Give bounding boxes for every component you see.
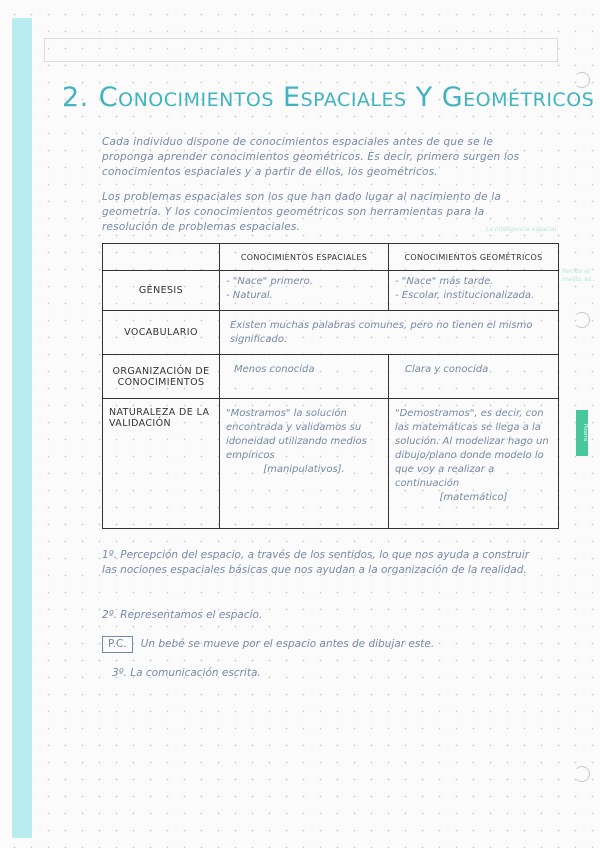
cell-line: [manipulativos]. — [263, 464, 345, 475]
margin-note: La inteligencia espacial — [486, 226, 557, 233]
comparison-table — [102, 243, 559, 529]
title-number: 2. — [62, 82, 89, 113]
page-tab-marker: Pizarra — [576, 410, 588, 456]
note-3: 3º. La comunicación escrita. — [112, 667, 261, 679]
page-title — [62, 82, 595, 113]
table-cell — [220, 271, 389, 311]
table-cell — [220, 399, 389, 529]
table-corner-cell — [103, 244, 220, 271]
pc-box: P.C. — [102, 636, 133, 653]
table-row — [103, 399, 559, 529]
margin-note: Recibo el medio, es.. — [562, 268, 596, 283]
cell-line: - Natural. — [226, 290, 273, 301]
header-box — [44, 38, 558, 62]
table-header: CONOCIMIENTOS ESPACIALES — [220, 244, 389, 271]
cell-line: [matemático] — [439, 492, 508, 503]
cell-line: - Escolar, institucionalizada. — [395, 290, 535, 301]
cell-line: - "Nace" más tarde. — [395, 276, 494, 287]
row-label: VOCABULARIO — [103, 311, 220, 355]
note-1: 1º. Percepción del espacio, a través de los sentidos, lo que nos ayuda a construir las nociones espaciales básicas que nos ayudan a la organización de la realidad. — [102, 549, 530, 576]
page-edge-strip — [12, 18, 32, 838]
table-header: CONOCIMIENTOS GEOMÉTRICOS — [389, 244, 559, 271]
row-label: GÉNESIS — [103, 271, 220, 311]
table-row — [103, 355, 559, 399]
note-2: 2º. Representamos el espacio. — [102, 609, 263, 621]
table-cell-merged: Existen muchas palabras comunes, pero no tienen el mismo significado. — [220, 311, 559, 355]
table-row — [103, 311, 559, 355]
binder-ring — [574, 312, 590, 328]
row-label: ORGANIZACIÓN DE CONOCIMIENTOS — [103, 355, 220, 399]
table-cell: Clara y conocida — [389, 355, 559, 399]
cell-line: "Mostramos" la solución encontrada y validamos su idoneidad utilizando medios empíricos — [226, 408, 367, 461]
table-cell — [389, 271, 559, 311]
cell-line: "Demostramos", es decir, con las matemáticas se llega a la solución. Al modelizar hago un dibujo/plano donde modelo lo que voy a realizar a continuación — [395, 408, 549, 489]
cell-line: - "Nace" primero. — [226, 276, 313, 287]
table-cell: Menos conocida — [220, 355, 389, 399]
intro-paragraph-1: Cada individuo dispone de conocimientos espaciales antes de que se le proponga aprender conocimientos geométricos. Es decir, primero surgen los conocimientos espaciales y a partir de ellos, los geométricos. — [102, 136, 520, 178]
note-pc — [102, 636, 434, 653]
binder-ring — [574, 766, 590, 782]
title-text: Conocimientos Espaciales Y Geométricos — [98, 82, 595, 113]
row-label: NATURALEZA DE LA VALIDACIÓN — [103, 399, 220, 529]
table-row — [103, 271, 559, 311]
table-cell — [389, 399, 559, 529]
intro-paragraph-2: Los problemas espaciales son los que han dado lugar al nacimiento de la geometría. Y los conocimientos geométricos son herramientas para la resolución de problemas espaciales. — [102, 191, 502, 233]
note-pc-text: Un bebé se mueve por el espacio antes de dibujar este. — [140, 638, 435, 650]
